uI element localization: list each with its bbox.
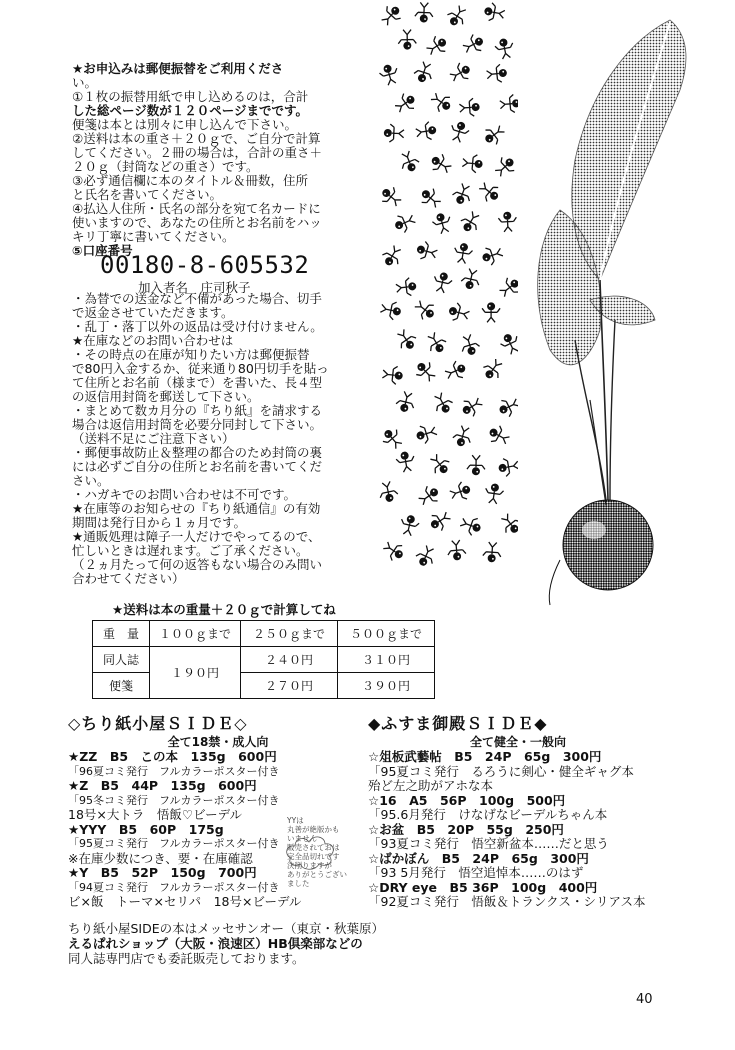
list-item: 「93 5月発行 悟空追悼本……のはず bbox=[368, 865, 584, 880]
note-line: えるぱれショップ（大阪・浪速区）HB倶楽部などの bbox=[68, 936, 363, 951]
table-header-cell: １００ｇまで bbox=[150, 621, 241, 647]
figure-doodle-icon bbox=[458, 514, 483, 538]
figure-doodle-icon bbox=[415, 240, 439, 263]
note-line: ・まとめて数カ月分の『ちり紙』を請求する bbox=[72, 403, 323, 418]
list-item: ★YYY B5 60P 175g bbox=[68, 821, 224, 837]
list-item: 「94夏コミ発行 フルカラーポスター付き bbox=[68, 880, 280, 894]
scribble-line: 販売されておは bbox=[287, 843, 340, 852]
instruction-line: した総ページ数が１２０ページまでです。 bbox=[72, 103, 309, 118]
note-line: で80円入金するか、従来通り80円切手を貼っ bbox=[72, 361, 329, 376]
list-item: ☆お盆 B5 20P 55g 250円 bbox=[368, 821, 564, 837]
note-line: ・ハガキでのお問い合わせは不可です。 bbox=[72, 487, 297, 502]
figure-doodle-icon bbox=[480, 244, 505, 268]
list-item: 「95夏コミ発行 るろうに剣心・健全ギャグ本 bbox=[368, 763, 634, 779]
figure-doodle-icon bbox=[484, 482, 505, 504]
scribble-text bbox=[287, 816, 347, 888]
scribble-line: 決削りますが bbox=[287, 861, 332, 870]
note-line: 場合は返信用封筒を必要分同封して下さい。 bbox=[72, 417, 323, 432]
table-cell: ２４０円 bbox=[241, 647, 338, 673]
list-item: 「93夏コミ発行 悟空新盆本……だと思う bbox=[368, 836, 609, 851]
page-number: 40 bbox=[636, 992, 653, 1007]
table-row bbox=[93, 647, 435, 673]
note-line: （送料不足にご注意下さい） bbox=[72, 431, 235, 446]
fusuma-side-catalog bbox=[368, 714, 668, 910]
figure-doodle-icon bbox=[378, 2, 405, 29]
list-item: ☆俎板武藝帖 B5 24P 65g 300円 bbox=[368, 749, 602, 764]
list-item: 「96夏コミ発行 フルカラーポスター付き bbox=[68, 764, 280, 778]
figure-doodle-icon bbox=[412, 297, 439, 323]
shipping-fee-title: ★送料は本の重量＋２０ｇで計算してね bbox=[112, 602, 336, 617]
note-line: 合わせてください） bbox=[72, 571, 185, 586]
instruction-line: ２０ｇ（封筒などの重さ）です。 bbox=[72, 159, 259, 174]
list-item: 「95冬コミ発行 フルカラーポスター付き bbox=[68, 793, 280, 807]
figure-doodle-icon bbox=[382, 365, 404, 385]
figure-doodle-icon bbox=[378, 62, 401, 86]
figure-doodle-icon bbox=[480, 356, 506, 383]
scribble-line: 完全品切れです bbox=[287, 852, 340, 861]
figure-doodle-icon bbox=[499, 94, 518, 114]
note-line: ★在庫等のお知らせの『ちり紙通信』の有効 bbox=[72, 501, 321, 516]
instruction-line: 便箋は本とは別々に申し込んで下さい。 bbox=[72, 117, 298, 132]
list-item: 18号×大トラ 悟飯♡ビーデル bbox=[68, 807, 242, 822]
table-header-cell: ２５０ｇまで bbox=[241, 621, 338, 647]
figure-doodle-icon bbox=[380, 538, 407, 564]
instruction-line: ⑤口座番号 bbox=[72, 243, 133, 258]
figure-doodle-icon bbox=[498, 331, 518, 357]
figure-doodle-icon bbox=[483, 2, 506, 23]
figure-doodle-icon bbox=[415, 2, 434, 23]
section-subtitle: 全て健全・一般向 bbox=[469, 735, 566, 749]
table-header-cell: 重 量 bbox=[93, 621, 150, 647]
note-line: ・郵便事故防止＆整理の都合のため封筒の裏 bbox=[72, 445, 323, 460]
figure-doodle-icon bbox=[459, 394, 485, 420]
figure-doodle-icon bbox=[451, 424, 474, 448]
list-item: ★Z B5 44P 135g 600円 bbox=[68, 778, 257, 793]
scribble-line: 丸善が絶版かも bbox=[287, 825, 340, 834]
order-instructions bbox=[72, 62, 372, 258]
list-item: 「92夏コミ発行 悟飯＆トランクス・シリアス本 bbox=[368, 894, 646, 909]
figure-doodle-icon bbox=[482, 302, 500, 322]
figure-doodle-icon bbox=[486, 64, 508, 84]
list-item: ※在庫少数につき、要・在庫確認 bbox=[68, 850, 253, 866]
scribble-line: ありがとうござい bbox=[287, 870, 347, 879]
instruction-line: ★お申込みは郵便振替をご利用くださ bbox=[72, 61, 284, 76]
note-line: ・為替での送金など不備があった場合、切手 bbox=[72, 291, 322, 306]
table-cell: ３９０円 bbox=[338, 673, 435, 699]
notes bbox=[72, 292, 329, 586]
list-item: ☆16 A5 56P 100g 500円 bbox=[368, 792, 566, 808]
instruction-line: ④払込人住所・氏名の部分を宛て名カードに bbox=[72, 201, 321, 216]
instruction-line: してください。２冊の場合は，合計の重さ＋ bbox=[72, 145, 323, 160]
note-line: ★通販処理は障子一人だけでやってるので、 bbox=[72, 529, 321, 544]
figure-doodle-icon bbox=[428, 89, 455, 115]
figure-doodle-icon bbox=[497, 456, 518, 477]
table-cell: ２７０円 bbox=[241, 673, 338, 699]
figure-doodle-icon bbox=[486, 423, 512, 448]
figure-doodle-icon bbox=[395, 277, 417, 297]
figure-doodle-icon bbox=[448, 119, 471, 143]
figure-doodle-icon bbox=[427, 451, 454, 478]
instruction-line: と氏名を書いてください。 bbox=[72, 187, 223, 202]
instruction-line: い。 bbox=[72, 75, 98, 90]
figure-doodle-icon bbox=[492, 153, 518, 180]
note-line: （２ヵ月たって何の返答もない場合のみ問い bbox=[72, 557, 323, 572]
table-row-label: 同人誌 bbox=[93, 647, 150, 673]
figure-doodle-icon bbox=[431, 271, 453, 295]
note-line: さい。 bbox=[72, 473, 110, 488]
figure-doodle-icon bbox=[379, 299, 402, 320]
figure-doodle-icon bbox=[383, 124, 404, 143]
table-cell: ３１０円 bbox=[338, 647, 435, 673]
catalog-list bbox=[368, 750, 668, 910]
table-cell: １９０円 bbox=[150, 647, 241, 699]
figure-doodle-icon bbox=[462, 154, 483, 174]
figure-doodle-icon bbox=[496, 394, 518, 419]
figure-doodle-icon bbox=[378, 480, 399, 503]
instruction-line: ③必ず通信欄に本のタイトル＆冊数，住所 bbox=[72, 173, 308, 188]
figure-doodle-icon bbox=[379, 425, 406, 452]
figure-doodle-icon bbox=[482, 542, 501, 563]
section-title: ◆ふすま御殿ＳＩＤＥ◆ bbox=[368, 714, 548, 733]
figure-doodle-icon bbox=[498, 211, 517, 232]
radish-svg bbox=[520, 0, 720, 610]
section-subtitle: 全て18禁・成人向 bbox=[167, 735, 269, 749]
note-line: ・乱丁・落丁以外の返品は受け付けません。 bbox=[72, 319, 323, 334]
figure-doodle-icon bbox=[494, 37, 515, 60]
scribble-line: YYは bbox=[287, 816, 304, 825]
figure-doodle-icon bbox=[379, 243, 405, 269]
instruction-line: キリ丁寧に書いてください。 bbox=[72, 229, 235, 244]
figure-doodle-icon bbox=[427, 508, 454, 534]
figure-doodle-icon bbox=[447, 301, 471, 324]
list-item: ★Y B5 52P 150g 700円 bbox=[68, 865, 257, 880]
figure-doodle-icon bbox=[393, 327, 419, 354]
table-row-label: 便箋 bbox=[93, 673, 150, 699]
list-item: 「95夏コミ発行 フルカラーポスター付き bbox=[68, 837, 280, 850]
figure-doodle-icon bbox=[447, 60, 473, 85]
note-line: ちり紙小屋SIDEの本はメッセサンオー（東京・秋葉原） bbox=[68, 921, 385, 936]
figure-doodle-icon bbox=[424, 33, 451, 59]
figure-doodle-icon bbox=[397, 149, 421, 174]
figure-doodle-icon bbox=[395, 390, 417, 414]
figure-doodle-icon bbox=[448, 480, 473, 503]
instruction-line: 使いますので、あなたの住所とお名前をハッ bbox=[72, 215, 322, 230]
figure-doodle-icon bbox=[415, 121, 438, 142]
figure-doodle-icon bbox=[412, 358, 439, 385]
figure-doodle-icon bbox=[392, 211, 417, 235]
figure-doodle-icon bbox=[453, 242, 474, 265]
figure-pattern-illustration bbox=[378, 0, 518, 583]
note-line: 忙しいときは遅れます。ご了承ください。 bbox=[72, 543, 309, 558]
table-header-cell: ５００ｇまで bbox=[338, 621, 435, 647]
list-item: 殆ど左之助がアホな本 bbox=[368, 778, 494, 793]
list-item: ビ×飯 トーマ×セリパ 18号×ビーデル bbox=[68, 894, 302, 909]
figure-doodle-icon bbox=[416, 483, 443, 509]
section-title: ◇ちり紙小屋ＳＩＤＥ◇ bbox=[68, 714, 248, 733]
figure-doodle-icon bbox=[398, 29, 416, 49]
figure-doodle-icon bbox=[481, 122, 508, 148]
account-number: 00180-8-605532 bbox=[100, 251, 310, 279]
list-item: ★ZZ B5 この本 135g 600円 bbox=[68, 749, 277, 764]
figure-doodle-icon bbox=[398, 513, 420, 537]
note-line: て住所とお名前（様まで）を書いた、長４型 bbox=[72, 375, 323, 390]
instruction-line: ②送料は本の重さ＋２０ｇで、ご自分で計算 bbox=[72, 131, 321, 146]
figure-doodle-icon bbox=[395, 450, 416, 473]
figure-doodle-icon bbox=[460, 267, 482, 291]
figure-doodle-icon bbox=[444, 3, 470, 29]
instruction-line: ①１枚の振替用紙で申し込めるのは，合計 bbox=[72, 89, 309, 104]
figure-doodle-icon bbox=[430, 390, 455, 416]
scribble-line: ました bbox=[287, 879, 310, 888]
figure-doodle-icon bbox=[414, 422, 438, 445]
figure-doodle-icon bbox=[447, 540, 467, 561]
table-row bbox=[93, 621, 435, 647]
note-line: ★在庫などのお問い合わせは bbox=[72, 333, 234, 348]
figure-doodle-icon bbox=[476, 179, 503, 206]
figure-doodle-icon bbox=[392, 90, 419, 116]
note-line: 期間は発行日から１ヵ月です。 bbox=[72, 515, 247, 530]
note-line: ・その時点の在庫が知りたい方は郵便振替 bbox=[72, 347, 310, 362]
shipping-fee-table bbox=[92, 620, 435, 699]
figure-doodle-icon bbox=[412, 60, 435, 85]
figure-doodle-icon bbox=[417, 185, 444, 212]
list-item: ☆ばかぼん B5 24P 65g 300円 bbox=[368, 850, 589, 866]
consignment-note bbox=[68, 921, 385, 967]
figure-doodle-icon bbox=[467, 455, 485, 475]
note-line: には必ずご自分の住所とお名前を書いてくだ bbox=[72, 459, 323, 474]
figure-doodle-icon bbox=[496, 274, 518, 300]
figure-doodle-icon bbox=[428, 151, 454, 177]
figure-doodle-icon bbox=[461, 32, 487, 57]
figure-pattern-svg bbox=[378, 0, 518, 583]
handwritten-note bbox=[283, 816, 363, 886]
figure-doodle-icon bbox=[450, 182, 474, 207]
list-item: 「95.6月発行 けなげなビーデルちゃん本 bbox=[368, 807, 608, 822]
table-row bbox=[93, 673, 435, 699]
list-item: ☆DRY eye B5 36P 100g 400円 bbox=[368, 879, 598, 895]
figure-doodle-icon bbox=[459, 98, 480, 117]
figure-doodle-icon bbox=[458, 333, 481, 357]
figure-doodle-icon bbox=[423, 330, 449, 356]
scribble-line: いません bbox=[287, 834, 317, 843]
radish-illustration bbox=[520, 0, 720, 610]
figure-doodle-icon bbox=[431, 211, 454, 235]
figure-doodle-icon bbox=[378, 183, 404, 210]
note-line: 同人誌専門店でも委託販売しております。 bbox=[68, 951, 305, 966]
figure-doodle-icon bbox=[497, 511, 518, 538]
note-line: の返信用封筒を郵送して下さい。 bbox=[72, 389, 260, 404]
figure-doodle-icon bbox=[443, 359, 468, 383]
figure-doodle-icon bbox=[413, 543, 438, 569]
account-holder: 加入者名 庄司秋子 bbox=[138, 280, 251, 295]
figure-doodle-icon bbox=[458, 209, 484, 235]
note-line: で返金させていただきます。 bbox=[72, 305, 234, 320]
